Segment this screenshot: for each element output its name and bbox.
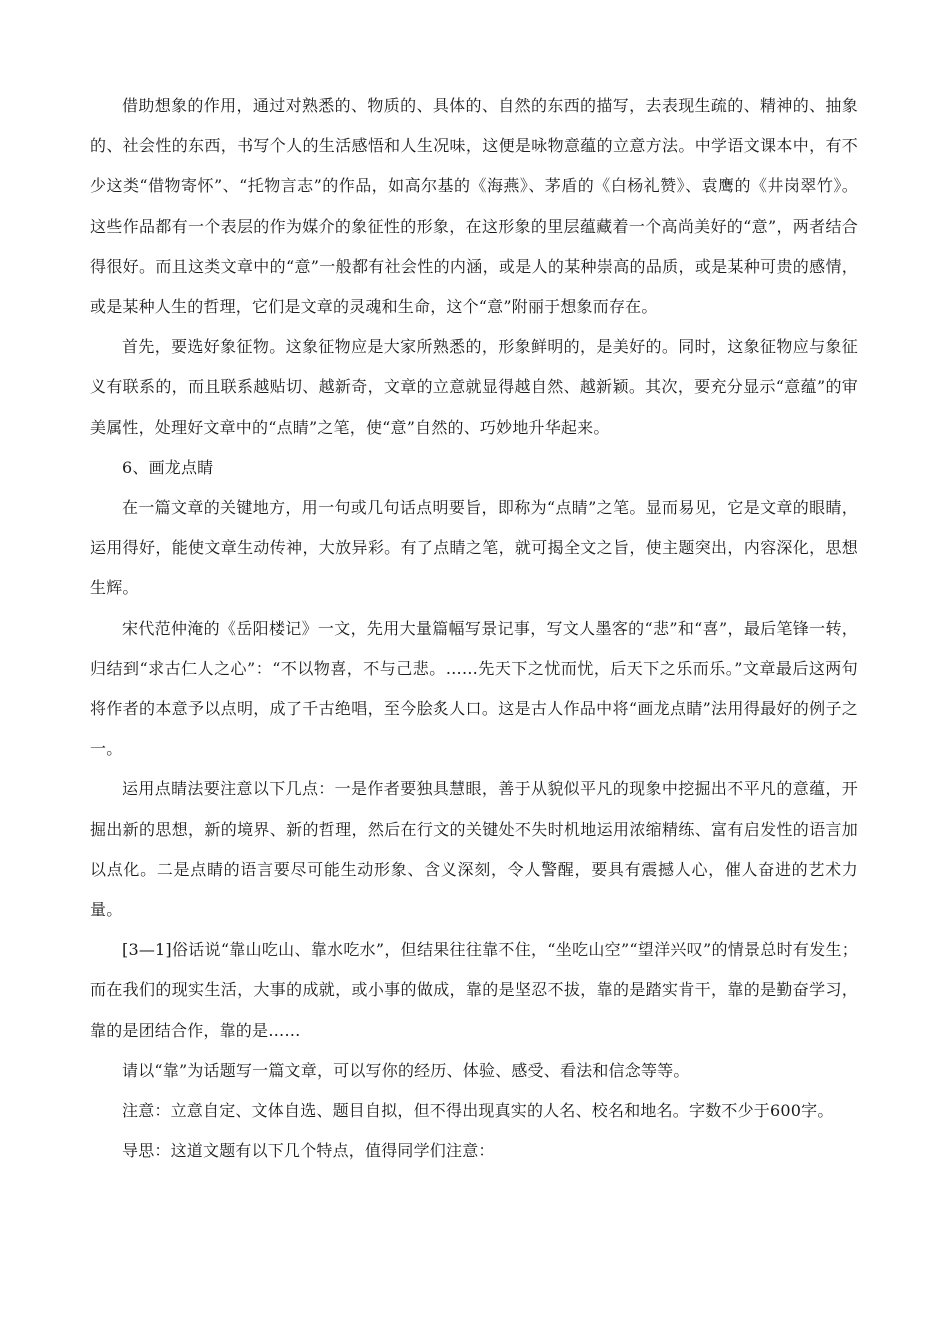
paragraph-yueyang-example: 宋代范仲淹的《岳阳楼记》一文，先用大量篇幅写景记事，写文人墨客的“悲”和“喜”，最后笔锋一转，归结到“求古仁人之心”：“不以物喜，不与己悲。……先天下之忧而忧，后天下之乐而乐。”文章最后这两句将作者的本意予以点明，成了千古绝唱，至今脍炙人口。这是古人作品中将“画龙点睛”法用得最好的例子之一。 — [90, 618, 858, 759]
paragraph-dragon-eye-tips: 运用点睛法要注意以下几点：一是作者要独具慧眼，善于从貌似平凡的现象中挖掘出不平凡的意蕴，开掘出新的思想，新的境界、新的哲理，然后在行文的关键处不失时机地运用浓缩精练、富有启发性的语言加以点化。二是点睛的语言要尽可能生动形象、含义深刻，令人警醒，要具有震撼人心，催人奋进的艺术力量。 — [90, 779, 858, 920]
section-heading-dragon-eye: 6、画龙点睛 — [122, 457, 214, 477]
paragraph-dragon-eye-definition: 在一篇文章的关键地方，用一句或几句话点明要旨，即称为“点睛”之笔。显而易见，它是文章的眼睛，运用得好，能使文章生动传神，大放异彩。有了点睛之笔，就可揭全文之旨，使主题突出，内容深化，思想生辉。 — [90, 498, 858, 598]
paragraph-symbolism-intro: 借助想象的作用，通过对熟悉的、物质的、具体的、自然的东西的描写，去表现生疏的、精神的、抽象的、社会性的东西，书写个人的生活感悟和人生况味，这便是咏物意蕴的立意方法。中学语文课本中，有不少这类“借物寄怀”、“托物言志”的作品，如高尔基的《海燕》、茅盾的《白杨礼赞》、袁鹰的《井岗翠竹》。这些作品都有一个表层的作为媒介的象征性的形象，在这形象的里层蕴藏着一个高尚美好的“意”，两者结合得很好。而且这类文章中的“意”一般都有社会性的内涵，或是人的某种崇高的品质，或是某种可贵的感情，或是某种人生的哲理，它们是文章的灵魂和生命，这个“意”附丽于想象而存在。 — [90, 96, 858, 317]
document-page — [90, 86, 858, 1171]
paragraph-prompt-3-1: [3—1]俗话说“靠山吃山、靠水吃水”，但结果往往靠不住，“坐吃山空”“望洋兴叹”的情景总时有发生；而在我们的现实生活，大事的成就，或小事的做成，靠的是坚忍不拔，靠的是踏实肯干，靠的是勤奋学习，靠的是团结合作，靠的是…… — [90, 940, 858, 1040]
paragraph-guidance: 导思：这道文题有以下几个特点，值得同学们注意： — [122, 1141, 495, 1161]
paragraph-symbol-selection: 首先，要选好象征物。这象征物应是大家所熟悉的，形象鲜明的，是美好的。同时，这象征物应与象征义有联系的，而且联系越贴切、越新奇，文章的立意就显得越自然、越新颖。其次，要充分显示“意蕴”的审美属性，处理好文章中的“点睛”之笔，使“意”自然的、巧妙地升华起来。 — [90, 337, 858, 437]
paragraph-task: 请以“靠”为话题写一篇文章，可以写你的经历、体验、感受、看法和信念等等。 — [122, 1060, 690, 1080]
paragraph-notice: 注意：立意自定、文体自选、题目自拟，但不得出现真实的人名、校名和地名。字数不少于600字。 — [122, 1101, 834, 1121]
